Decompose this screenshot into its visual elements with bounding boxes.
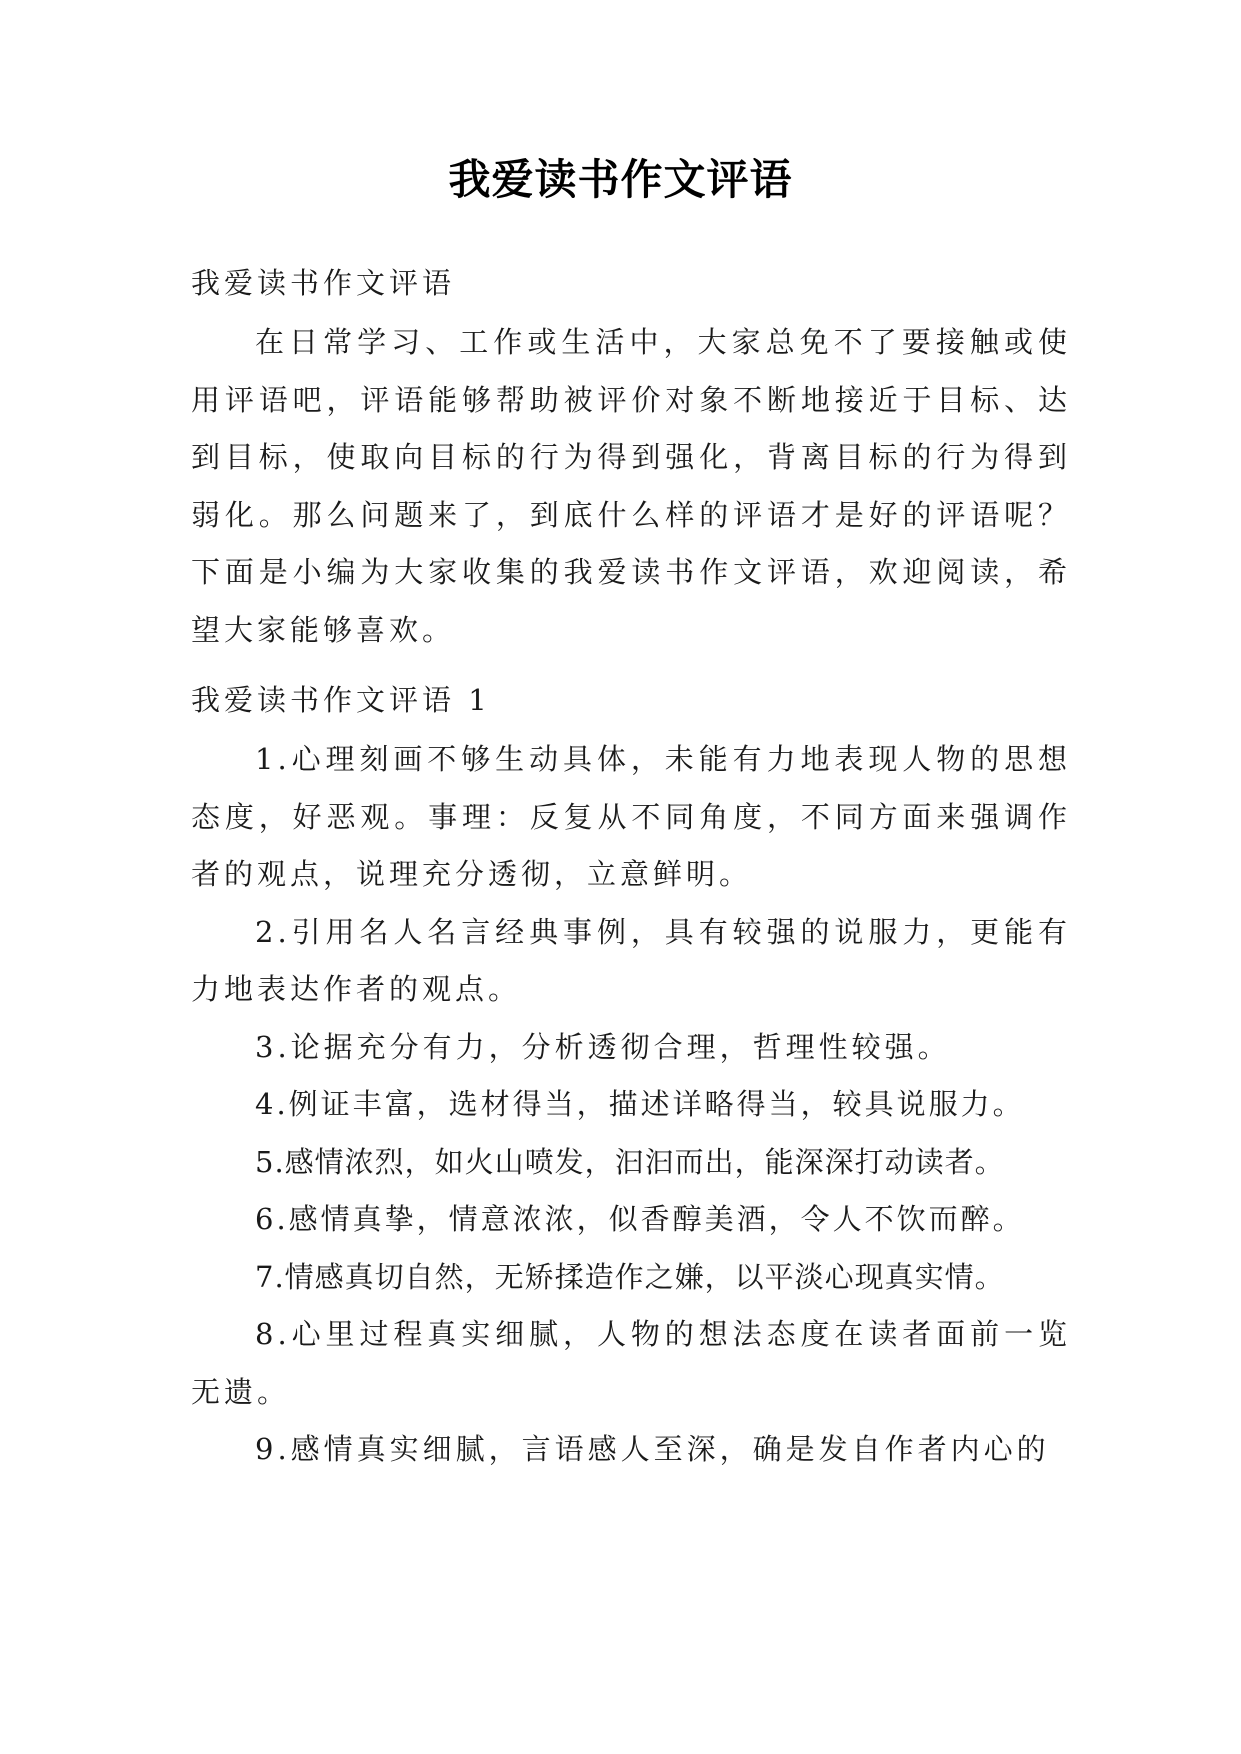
list-item: 9.感情真实细腻，言语感人至深，确是发自作者内心的	[255, 1432, 1050, 1466]
intro-heading: 我爱读书作文评语	[191, 266, 456, 300]
list-item: 4.例证丰富，选材得当，描述详略得当，较具说服力。	[255, 1087, 1025, 1121]
document-body	[191, 252, 1071, 659]
section-1-heading: 我爱读书作文评语 1	[191, 683, 491, 717]
list-item: 6.感情真挚，情意浓浓，似香醇美酒，令人不饮而醉。	[255, 1202, 1025, 1236]
document-title: 我爱读书作文评语	[448, 155, 793, 204]
list-item: 1.心理刻画不够生动具体，未能有力地表现人物的思想态度，好恶观。事理：反复从不同角度，不同方面来强调作者的观点，说理充分透彻，立意鲜明。	[191, 742, 1071, 891]
list-item: 2.引用名人名言经典事例，具有较强的说服力，更能有力地表达作者的观点。	[191, 914, 1071, 1006]
intro-paragraph: 在日常学习、工作或生活中，大家总免不了要接触或使用评语吧，评语能够帮助被评价对象不断地接近于目标、达到目标，使取向目标的行为得到强化，背离目标的行为得到弱化。那么问题来了，到底什么样的评语才是好的评语呢？下面是小编为大家收集的我爱读书作文评语，欢迎阅读，希望大家能够喜欢。	[191, 325, 1071, 647]
list-item: 7.情感真切自然，无矫揉造作之嫌，以平淡心现真实情。	[255, 1259, 1005, 1294]
list-item: 5.感情浓烈，如火山喷发，汩汩而出，能深深打动读者。	[255, 1144, 1005, 1179]
list-item: 8.心里过程真实细腻，人物的想法态度在读者面前一览无遗。	[191, 1317, 1071, 1409]
list-item: 3.论据充分有力，分析透彻合理，哲理性较强。	[255, 1029, 951, 1064]
section-1	[191, 669, 1071, 1479]
